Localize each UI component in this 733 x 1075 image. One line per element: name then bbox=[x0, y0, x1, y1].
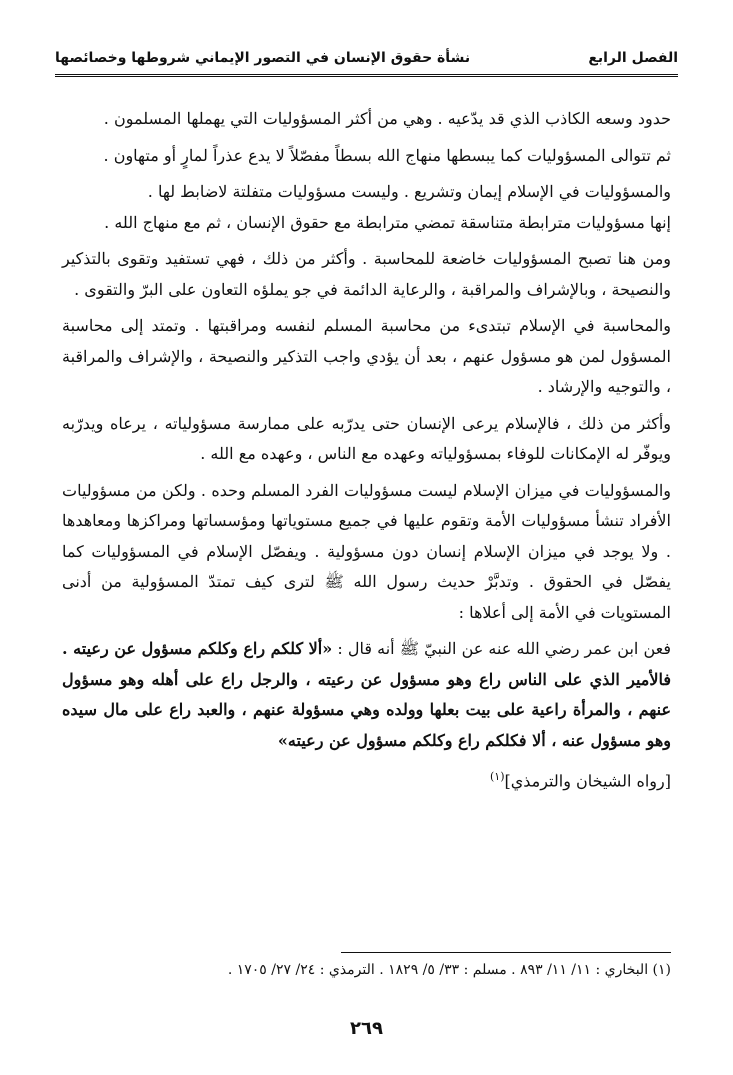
source-citation: [رواه الشيخان والترمذي] bbox=[504, 771, 671, 791]
footnote-divider bbox=[341, 952, 671, 953]
paragraph: والمحاسبة في الإسلام تبتدىء من محاسبة المسلم لنفسه ومراقبتها . وتمتد إلى محاسبة المسؤول لمن هو مسؤول عنهم ، بعد أن يؤدي واجب التذكير والنصيحة ، والإشراف والمراقبة ، والتوجيه والإرشاد . bbox=[62, 316, 671, 396]
paragraph: حدود وسعه الكاذب الذي قد يدّعيه . وهي من أكثر المسؤوليات التي يهملها المسلمون . bbox=[103, 109, 671, 128]
chapter-title: الفصل الرابع bbox=[588, 50, 678, 66]
page-number: ٢٦٩ bbox=[350, 1018, 383, 1039]
footnote: (١) البخاري : ١١/ ١١/ ٨٩٣ . مسلم : ٣٣/ ٥/ ١٨٢٩ . الترمذي : ٢٤/ ٢٧/ ١٧٠٥ . bbox=[227, 962, 671, 978]
hadith-intro: فعن ابن عمر رضي الله عنه عن النبيّ ﷺ أنه قال : bbox=[332, 639, 671, 658]
paragraph: والمسؤوليات في ميزان الإسلام ليست مسؤوليات الفرد المسلم وحده . ولكن من مسؤوليات الأفراد تنشأ مسؤوليات الأمة وتقوم عليها في جميع مستوياتها ومؤسساتها ومراكزها ومعاهدها . ولا يوجد في ميزان الإسلام إنسان دون مسؤولية . ويفصّل الإسلام في المسؤوليات كما يفصّل في الحقوق . وتدبَّرْ حديث رسول الله ﷺ لترى كيف تمتدّ المسؤولية من أدنى المستويات في الأمة إلى أعلاها : bbox=[62, 480, 672, 622]
main-text bbox=[62, 104, 671, 803]
hadith-paragraph bbox=[62, 634, 671, 756]
hadith-text: «ألا كلكم راع وكلكم مسؤول عن رعيته . فالأمير الذي على الناس راع وهو مسؤول عن رعيته ، والرجل راع على أهله وهو مسؤول عنهم ، والمرأة راعية على بيت بعلها وولده وهي مسؤولة عنهم ، والعبد راع على مال سيده وهو مسؤول عنه ، ألا فكلكم راع وكلكم مسؤول عن رعيته» bbox=[62, 639, 672, 750]
hadith-source bbox=[62, 762, 671, 797]
paragraph: ثم تتوالى المسؤوليات كما يبسطها منهاج الله بسطاً مفصّلاً لا يدع عذراً لمارٍ أو متهاون . bbox=[103, 145, 671, 165]
footnote-marker: (١) bbox=[489, 770, 505, 783]
running-header bbox=[55, 44, 678, 72]
paragraph: والمسؤوليات في الإسلام إيمان وتشريع . وليست مسؤوليات متفلتة لاضابط لها . bbox=[147, 182, 671, 201]
header-divider bbox=[55, 74, 678, 77]
paragraph: ومن هنا تصبح المسؤوليات خاضعة للمحاسبة . وأكثر من ذلك ، فهي تستفيد وتقوى بالتذكير والنصيحة ، وبالإشراف والمراقبة ، والرعاية الدائمة في جو يملؤه التعاون على البرّ والتقوى . bbox=[62, 249, 671, 299]
section-title: نشأة حقوق الإنسان في التصور الإيماني شروطها وخصائصها bbox=[55, 50, 471, 66]
paragraph: إنها مسؤوليات مترابطة متناسقة تمضي مترابطة مع حقوق الإنسان ، ثم مع منهاج الله . bbox=[104, 212, 671, 232]
paragraph: وأكثر من ذلك ، فالإسلام يرعى الإنسان حتى يدرّبه على ممارسة مسؤولياته ، يرعاه ويدرّبه ويوفّر له الإمكانات للوفاء بمسؤولياته وعهده مع الناس ، وعهده مع الله . bbox=[62, 413, 671, 463]
